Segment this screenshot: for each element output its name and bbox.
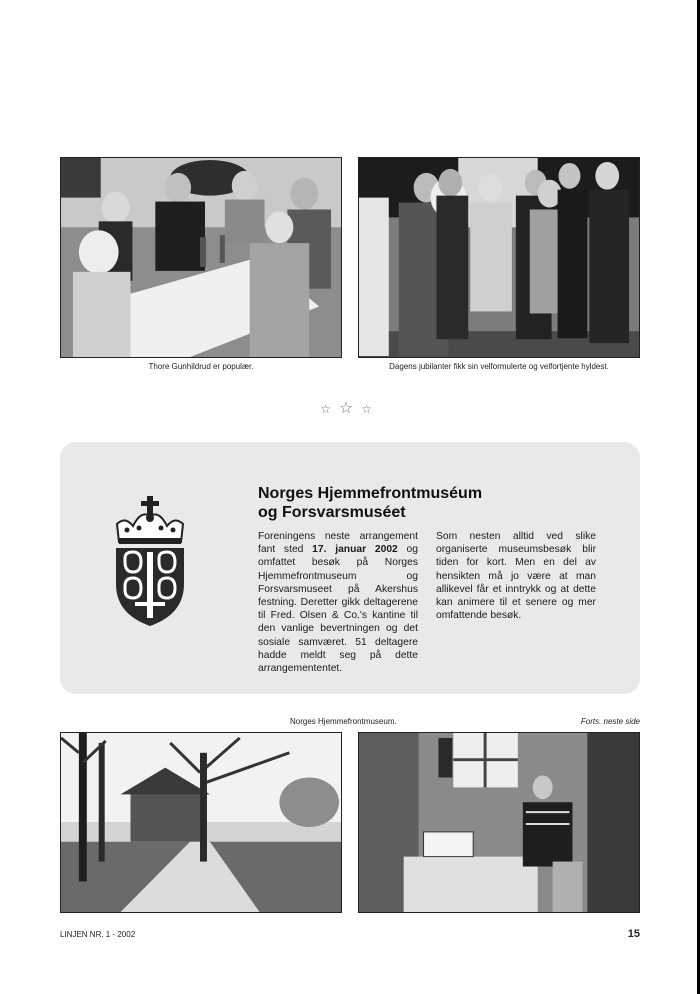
jubilarians-photo	[358, 157, 640, 358]
article-body-text: og omfattet besøk på Norges Hjemmefrontmuseum og Forsvarsmuseet på Akershus festning. Deretter gikk deltagerene til Fred. Olsen & Co.'s kantine til den vanlige bevertningen og det sosiale samværet. 51 deltagere hadde meldt seg på dette arrangemententet.	[258, 544, 419, 675]
jubilarians-photo-caption: Dagens jubilanter fikk sin velformulerte og velfortjente hyldest.	[389, 362, 609, 371]
page-number: 15	[627, 928, 640, 940]
publication-footer: LINJEN NR. 1 - 2002	[60, 930, 136, 939]
continued-note: Forts. neste side	[580, 717, 640, 726]
star-divider	[300, 398, 400, 417]
museum-emblem-icon	[113, 496, 187, 628]
museum-exterior-photo	[60, 732, 342, 913]
article-title-line1: Norges Hjemmefrontmuséum	[258, 485, 483, 502]
museum-caption: Norges Hjemmefrontmuseum.	[290, 717, 397, 726]
star-icon: ☆	[338, 398, 362, 417]
dinner-photo-caption: Thore Gunhildrud er populær.	[148, 362, 254, 371]
article-title	[258, 484, 618, 522]
radio-room-photo	[358, 732, 640, 913]
star-icon: ☆	[361, 402, 380, 416]
article-event-date: 17. januar 2002	[312, 544, 398, 556]
article-column-1	[258, 530, 418, 675]
dinner-photo	[60, 157, 342, 358]
star-icon: ☆	[320, 402, 339, 416]
article-title-line2: og Forsvarsmuséet	[258, 504, 406, 521]
article-intro-text: Foreningens neste arrangement fant sted	[258, 531, 418, 556]
article-column-2: Som nesten alltid ved slike organiserte museumsbesøk blir tiden for kort. Men en del av hensikten må jo være at man allikevel får et inntrykk og at dette kan animere til et senere og mer omfattende besøk.	[436, 531, 596, 622]
